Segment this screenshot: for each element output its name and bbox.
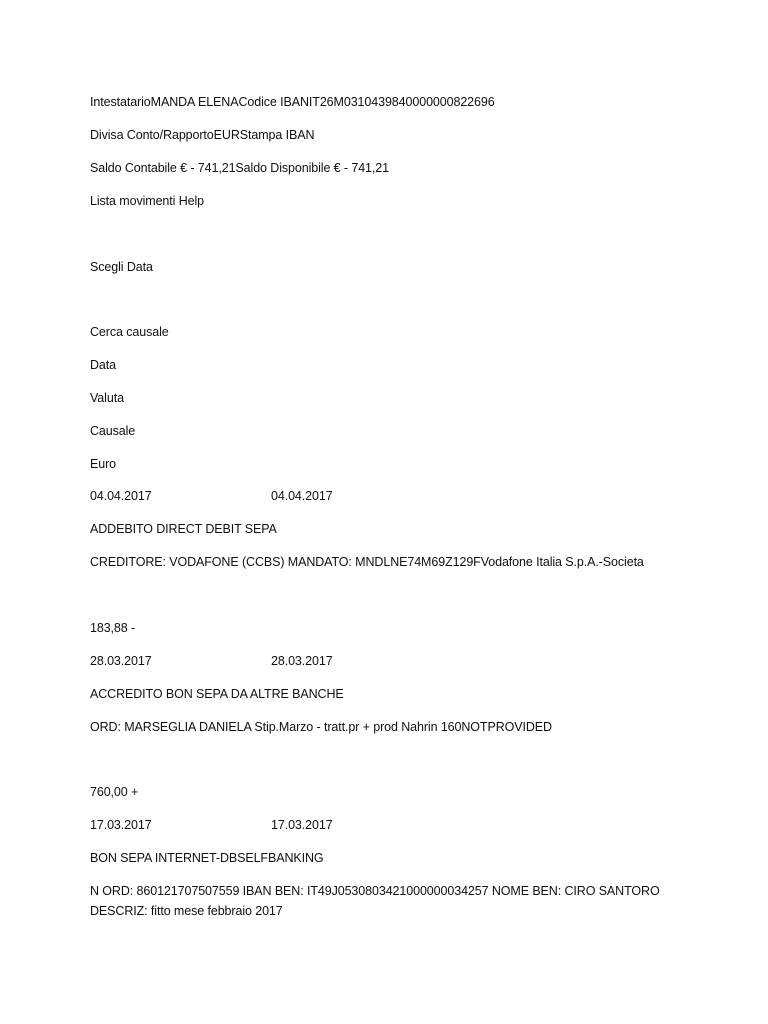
transaction-details: ORD: MARSEGLIA DANIELA Stip.Marzo - tratt.pr + prod Nahrin 160NOTPROVIDED	[90, 720, 552, 734]
transaction-date: 04.04.2017	[90, 489, 152, 503]
search-reason-label: Cerca causale	[90, 325, 169, 339]
balance-line: Saldo Contabile € - 741,21Saldo Disponibile € - 741,21	[90, 161, 389, 175]
transaction-details: CREDITORE: VODAFONE (CCBS) MANDATO: MNDLNE74M69Z129FVodafone Italia S.p.A.-Societa	[90, 555, 644, 569]
transaction-amount: 183,88 -	[90, 621, 136, 635]
transaction-value-date: 17.03.2017	[271, 818, 333, 832]
account-holder-line: IntestatarioMANDA ELENACodice IBANIT26M0310439840000000822696	[90, 95, 495, 109]
column-header-valuta: Valuta	[90, 391, 124, 405]
transaction-value-date: 28.03.2017	[271, 654, 333, 668]
column-header-euro: Euro	[90, 457, 117, 471]
column-header-data: Data	[90, 358, 117, 372]
transaction-type: BON SEPA INTERNET-DBSELFBANKING	[90, 851, 324, 865]
choose-date-label: Scegli Data	[90, 260, 153, 274]
transaction-date: 28.03.2017	[90, 654, 152, 668]
transaction-value-date: 04.04.2017	[271, 489, 333, 503]
transaction-details: N ORD: 860121707507559 IBAN BEN: IT49J0530803421000000034257 NOME BEN: CIRO SANTORO DESCRIZ: fitto mese febbraio 2017	[90, 884, 660, 918]
transaction-date-row	[90, 488, 333, 504]
transaction-type: ADDEBITO DIRECT DEBIT SEPA	[90, 522, 277, 536]
transaction-date-row	[90, 653, 333, 669]
movements-help-line: Lista movimenti Help	[90, 194, 205, 208]
transaction-amount: 760,00 +	[90, 785, 139, 799]
transaction-date: 17.03.2017	[90, 818, 152, 832]
transaction-date-row	[90, 817, 333, 833]
transaction-type: ACCREDITO BON SEPA DA ALTRE BANCHE	[90, 687, 344, 701]
currency-line: Divisa Conto/RapportoEURStampa IBAN	[90, 128, 315, 142]
column-header-causale: Causale	[90, 424, 136, 438]
